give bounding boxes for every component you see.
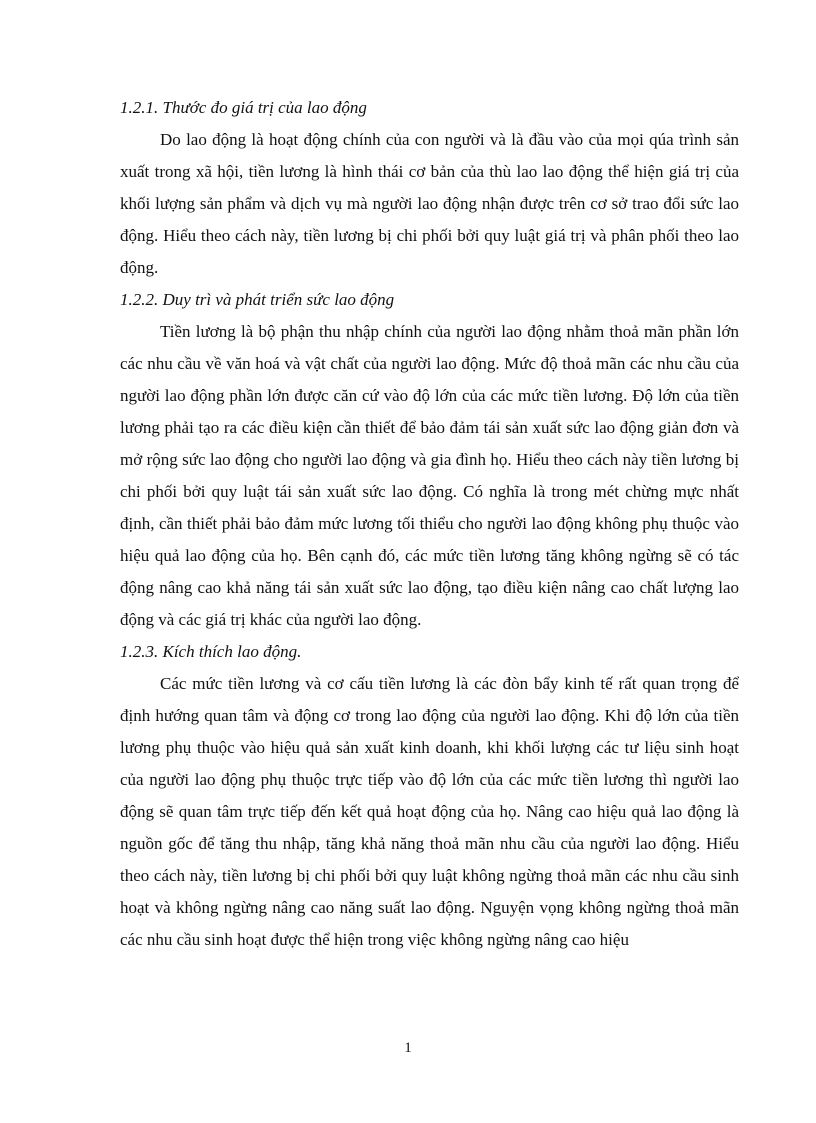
section-paragraph-1-2-1: Do lao động là hoạt động chính của con người và là đầu vào của mọi qúa trình sản xuất trong xã hội, tiền lương là hình thái cơ bản của thù lao lao động thể hiện giá trị của khối lượng sản phẩm và dịch vụ mà người lao động nhận được trên cơ sở trao đổi sức lao động. Hiểu theo cách này, tiền lương bị chi phối bởi quy luật giá trị và phân phối theo lao động. [120,130,739,277]
section-paragraph-1-2-3: Các mức tiền lương và cơ cấu tiền lương là các đòn bẩy kinh tế rất quan trọng để định hướng quan tâm và động cơ trong lao động của người lao động. Khi độ lớn của tiền lương phụ thuộc vào hiệu quả sản xuất kinh doanh, khi khối lượng các tư liệu sinh hoạt của người lao động phụ thuộc trực tiếp vào độ lớn của các mức tiền lương thì người lao động sẽ quan tâm trực tiếp đến kết quả hoạt động của họ. Nâng cao hiệu quả lao động là nguồn gốc để tăng thu nhập, tăng khả năng thoả mãn nhu cầu của người lao động. Hiểu theo cách này, tiền lương bị chi phối bởi quy luật không ngừng thoả mãn các nhu cầu sinh hoạt và không ngừng nâng cao năng suất lao động. Nguyện vọng không ngừng thoả mãn các nhu cầu sinh hoạt được thể hiện trong việc không ngừng nâng cao hiệu [120,674,739,949]
section-heading-1-2-3: 1.2.3. Kích thích lao động. [120,642,302,661]
section-heading-1-2-2: 1.2.2. Duy trì và phát triển sức lao động [120,290,395,309]
page-number: 1 [404,1040,412,1056]
section-paragraph-1-2-2: Tiền lương là bộ phận thu nhập chính của người lao động nhằm thoả mãn phần lớn các nhu cầu về văn hoá và vật chất của người lao động. Mức độ thoả mãn các nhu cầu của người lao động phần lớn được căn cứ vào độ lớn của các mức tiền lương. Độ lớn của tiền lương phải tạo ra các điều kiện cần thiết để bảo đảm tái sản xuất sức lao động giản đơn và mở rộng sức lao động cho người lao động và gia đình họ. Hiểu theo cách này tiền lương bị chi phối bởi quy luật tái sản xuất sức lao động. Có nghĩa là trong mét chừng mực nhất định, cần thiết phải bảo đảm mức lương tối thiểu cho người lao động không phụ thuộc vào hiệu quả lao động của họ. Bên cạnh đó, các mức tiền lương tăng không ngừng sẽ có tác động nâng cao khả năng tái sản xuất sức lao động, tạo điều kiện nâng cao chất lượng lao động và các giá trị khác của người lao động. [120,322,739,629]
section-heading-1-2-1: 1.2.1. Thước đo giá trị của lao động [120,98,367,117]
page-content [120,92,739,956]
